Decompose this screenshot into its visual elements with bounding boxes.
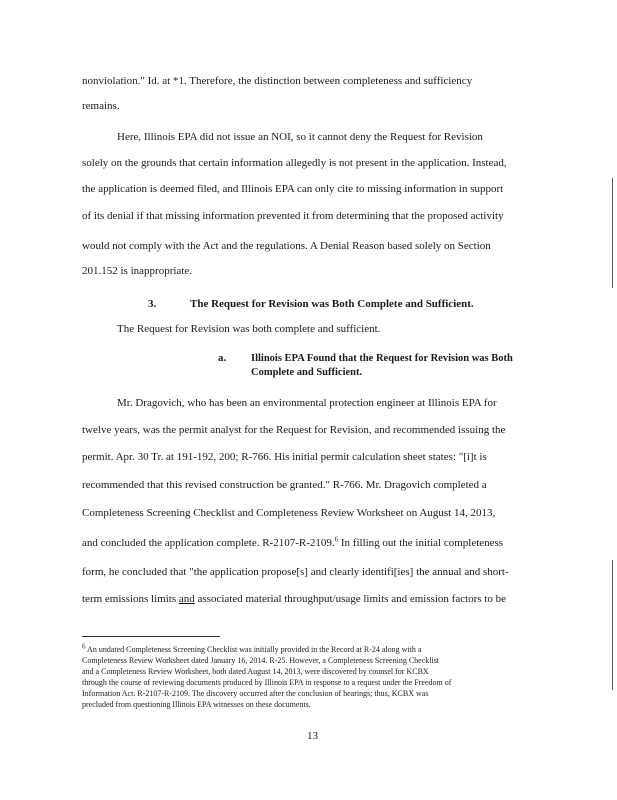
footnote-line: and a Completeness Review Worksheet, both dated August 14, 2013, were discovered by counsel for KCBX [82, 667, 429, 676]
body-line: Completeness Screening Checklist and Completeness Review Worksheet on August 14, 2013, [82, 507, 496, 519]
footnote-line: Completeness Review Worksheet dated January 16, 2014. R-25. However, a Completeness Screening Checklist [82, 656, 440, 665]
footnote-text: An undated Completeness Screening Checklist was initially provided in the Record at R-24 along with a [85, 645, 422, 654]
body-line: Mr. Dragovich, who has been an environmental protection engineer at Illinois EPA for [117, 397, 497, 409]
body-line: recommended that this revised construction be granted." R-766. Mr. Dragovich completed a [82, 479, 487, 491]
body-text: term emissions limits [82, 593, 179, 605]
body-text: associated material throughput/usage limits and emission factors to be [194, 593, 507, 605]
body-text: and concluded the application complete. R-2107-R-2109. [82, 537, 335, 549]
subsection-heading-line2: Complete and Sufficient. [251, 367, 363, 378]
body-line: twelve years, was the permit analyst for the Request for Revision, and recommended issuing the [82, 424, 506, 436]
scan-edge-mark [612, 560, 613, 690]
footnote-line: through the course of reviewing documents produced by Illinois EPA in response to a request under the Freedom of [82, 678, 452, 687]
footnote-line [82, 642, 542, 655]
scan-edge-mark [612, 178, 613, 288]
footnote-ref: 6 [334, 535, 339, 544]
body-line-underlined-word [82, 592, 542, 606]
body-line: solely on the grounds that certain information allegedly is not present in the application. Instead, [82, 157, 507, 169]
body-line: remains. [82, 100, 120, 112]
body-text: In filling out the initial completeness [338, 537, 504, 549]
body-line: The Request for Revision was both complete and sufficient. [117, 323, 381, 335]
body-line: 201.152 is inappropriate. [82, 265, 192, 277]
body-line: the application is deemed filed, and Illinois EPA can only cite to missing information in support [82, 183, 504, 195]
body-line: of its denial if that missing information prevented it from determining that the proposed activity [82, 210, 504, 222]
section-heading: The Request for Revision was Both Complete and Sufficient. [190, 298, 474, 310]
body-line: would not comply with the Act and the regulations. A Denial Reason based solely on Section [82, 240, 491, 252]
underlined-text: and [178, 593, 195, 605]
body-line-with-footnote-ref [82, 536, 542, 550]
subsection-number: a. [218, 352, 227, 364]
page-number: 13 [307, 730, 318, 742]
body-line: permit. Apr. 30 Tr. at 191-192, 200; R-766. His initial permit calculation sheet states: "[i]t is [82, 451, 487, 463]
body-line: nonviolation." Id. at *1. Therefore, the distinction between completeness and sufficiency [82, 75, 473, 87]
section-number: 3. [148, 298, 157, 310]
body-line: Here, Illinois EPA did not issue an NOI, so it cannot deny the Request for Revision [117, 131, 483, 143]
subsection-heading-line1: Illinois EPA Found that the Request for Revision was Both [251, 353, 513, 364]
footnote-marker: 6 [82, 642, 86, 651]
body-line: form, he concluded that "the application propose[s] and clearly identifi[ies] the annual and short- [82, 566, 509, 578]
footnote-separator [82, 636, 220, 637]
footnote-line: precluded from questioning Illinois EPA witnesses on these documents. [82, 700, 311, 709]
footnote-line: Information Act. R-2107-R-2109. The discovery occurred after the conclusion of hearings; thus, KCBX was [82, 689, 429, 698]
